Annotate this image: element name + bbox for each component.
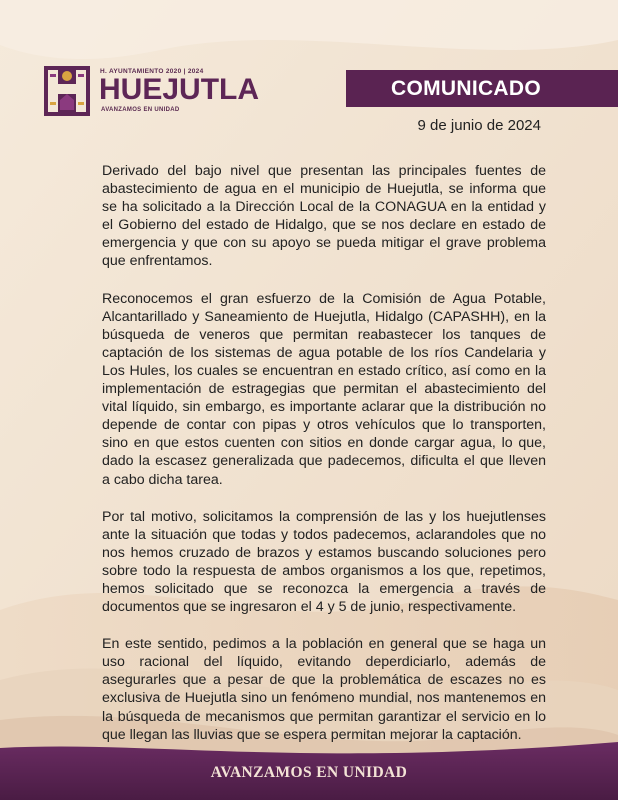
- banner-label: COMUNICADO: [391, 77, 541, 100]
- huejutla-emblem-icon: [44, 66, 90, 116]
- municipality-logo: [44, 66, 260, 118]
- logo-name: HUEJUTLA: [99, 73, 260, 106]
- body-paragraph: Reconocemos el gran esfuerzo de la Comisión de Agua Potable, Alcantarillado y Saneamiento de Huejutla, Hidalgo (CAPASHH), en la búsqueda de veneros que permitan reabastecer los tanques de captación de los sistemas de agua potable de los ríos Candelaria y Los Hules, los cuales se encuentran en estado crítico, así como en la implementación de estragegias que permitan el abastecimiento del vital líquido, sin embargo, es importante aclarar que la distribución no depende de contar con pipas y otros vehículos que lo transporten, sino en que estos cuenten con sitios en donde cargar agua, lo que, dado la escasez generalizada que padecemos, dificulta el que lleven a cabo dicha tarea.: [102, 290, 546, 488]
- logo-tagline: AVANZAMOS EN UNIDAD: [101, 107, 180, 113]
- document-date: 9 de junio de 2024: [417, 117, 541, 134]
- footer-slogan: AVANZAMOS EN UNIDAD: [210, 764, 408, 781]
- document-body: [102, 162, 546, 763]
- logo-subtitle: H. AYUNTAMIENTO 2020 | 2024: [100, 68, 204, 75]
- body-paragraph: Derivado del bajo nivel que presentan las principales fuentes de abastecimiento de agua en el municipio de Huejutla, se informa que se ha solicitado a la Dirección Local de la CONAGUA en la entidad y el Gobierno del estado de Hidalgo, que se nos declare en estado de emergencia y que con su apoyo se pueda mitigar el grave problema que enfrentamos.: [102, 163, 546, 270]
- body-paragraph: En este sentido, pedimos a la población en general que se haga un uso racional del líquido, evitando deperdiciarlo, además de asegurarles que a pesar de que la problemática de escazes no es exclusiva de Huejutla sino un fenómeno mundial, nos mantenemos en la búsqueda de mecanismos que permitan garantizar el servicio en lo que llegan las lluvias que se espera permitan mejorar la captación.: [102, 636, 546, 743]
- body-paragraph: Por tal motivo, solicitamos la comprensión de las y los huejutlenses ante la situación que todas y todos padecemos, aclarandoles que no nos hemos cruzado de brazos y estamos buscando soluciones pero sobre todo la respuesta de ambos organismos a los que, repetimos, hemos solicitado que se reconozca la emergencia a través de documentos que se ingresaron el 4 y 5 de junio, respectivamente.: [102, 508, 546, 616]
